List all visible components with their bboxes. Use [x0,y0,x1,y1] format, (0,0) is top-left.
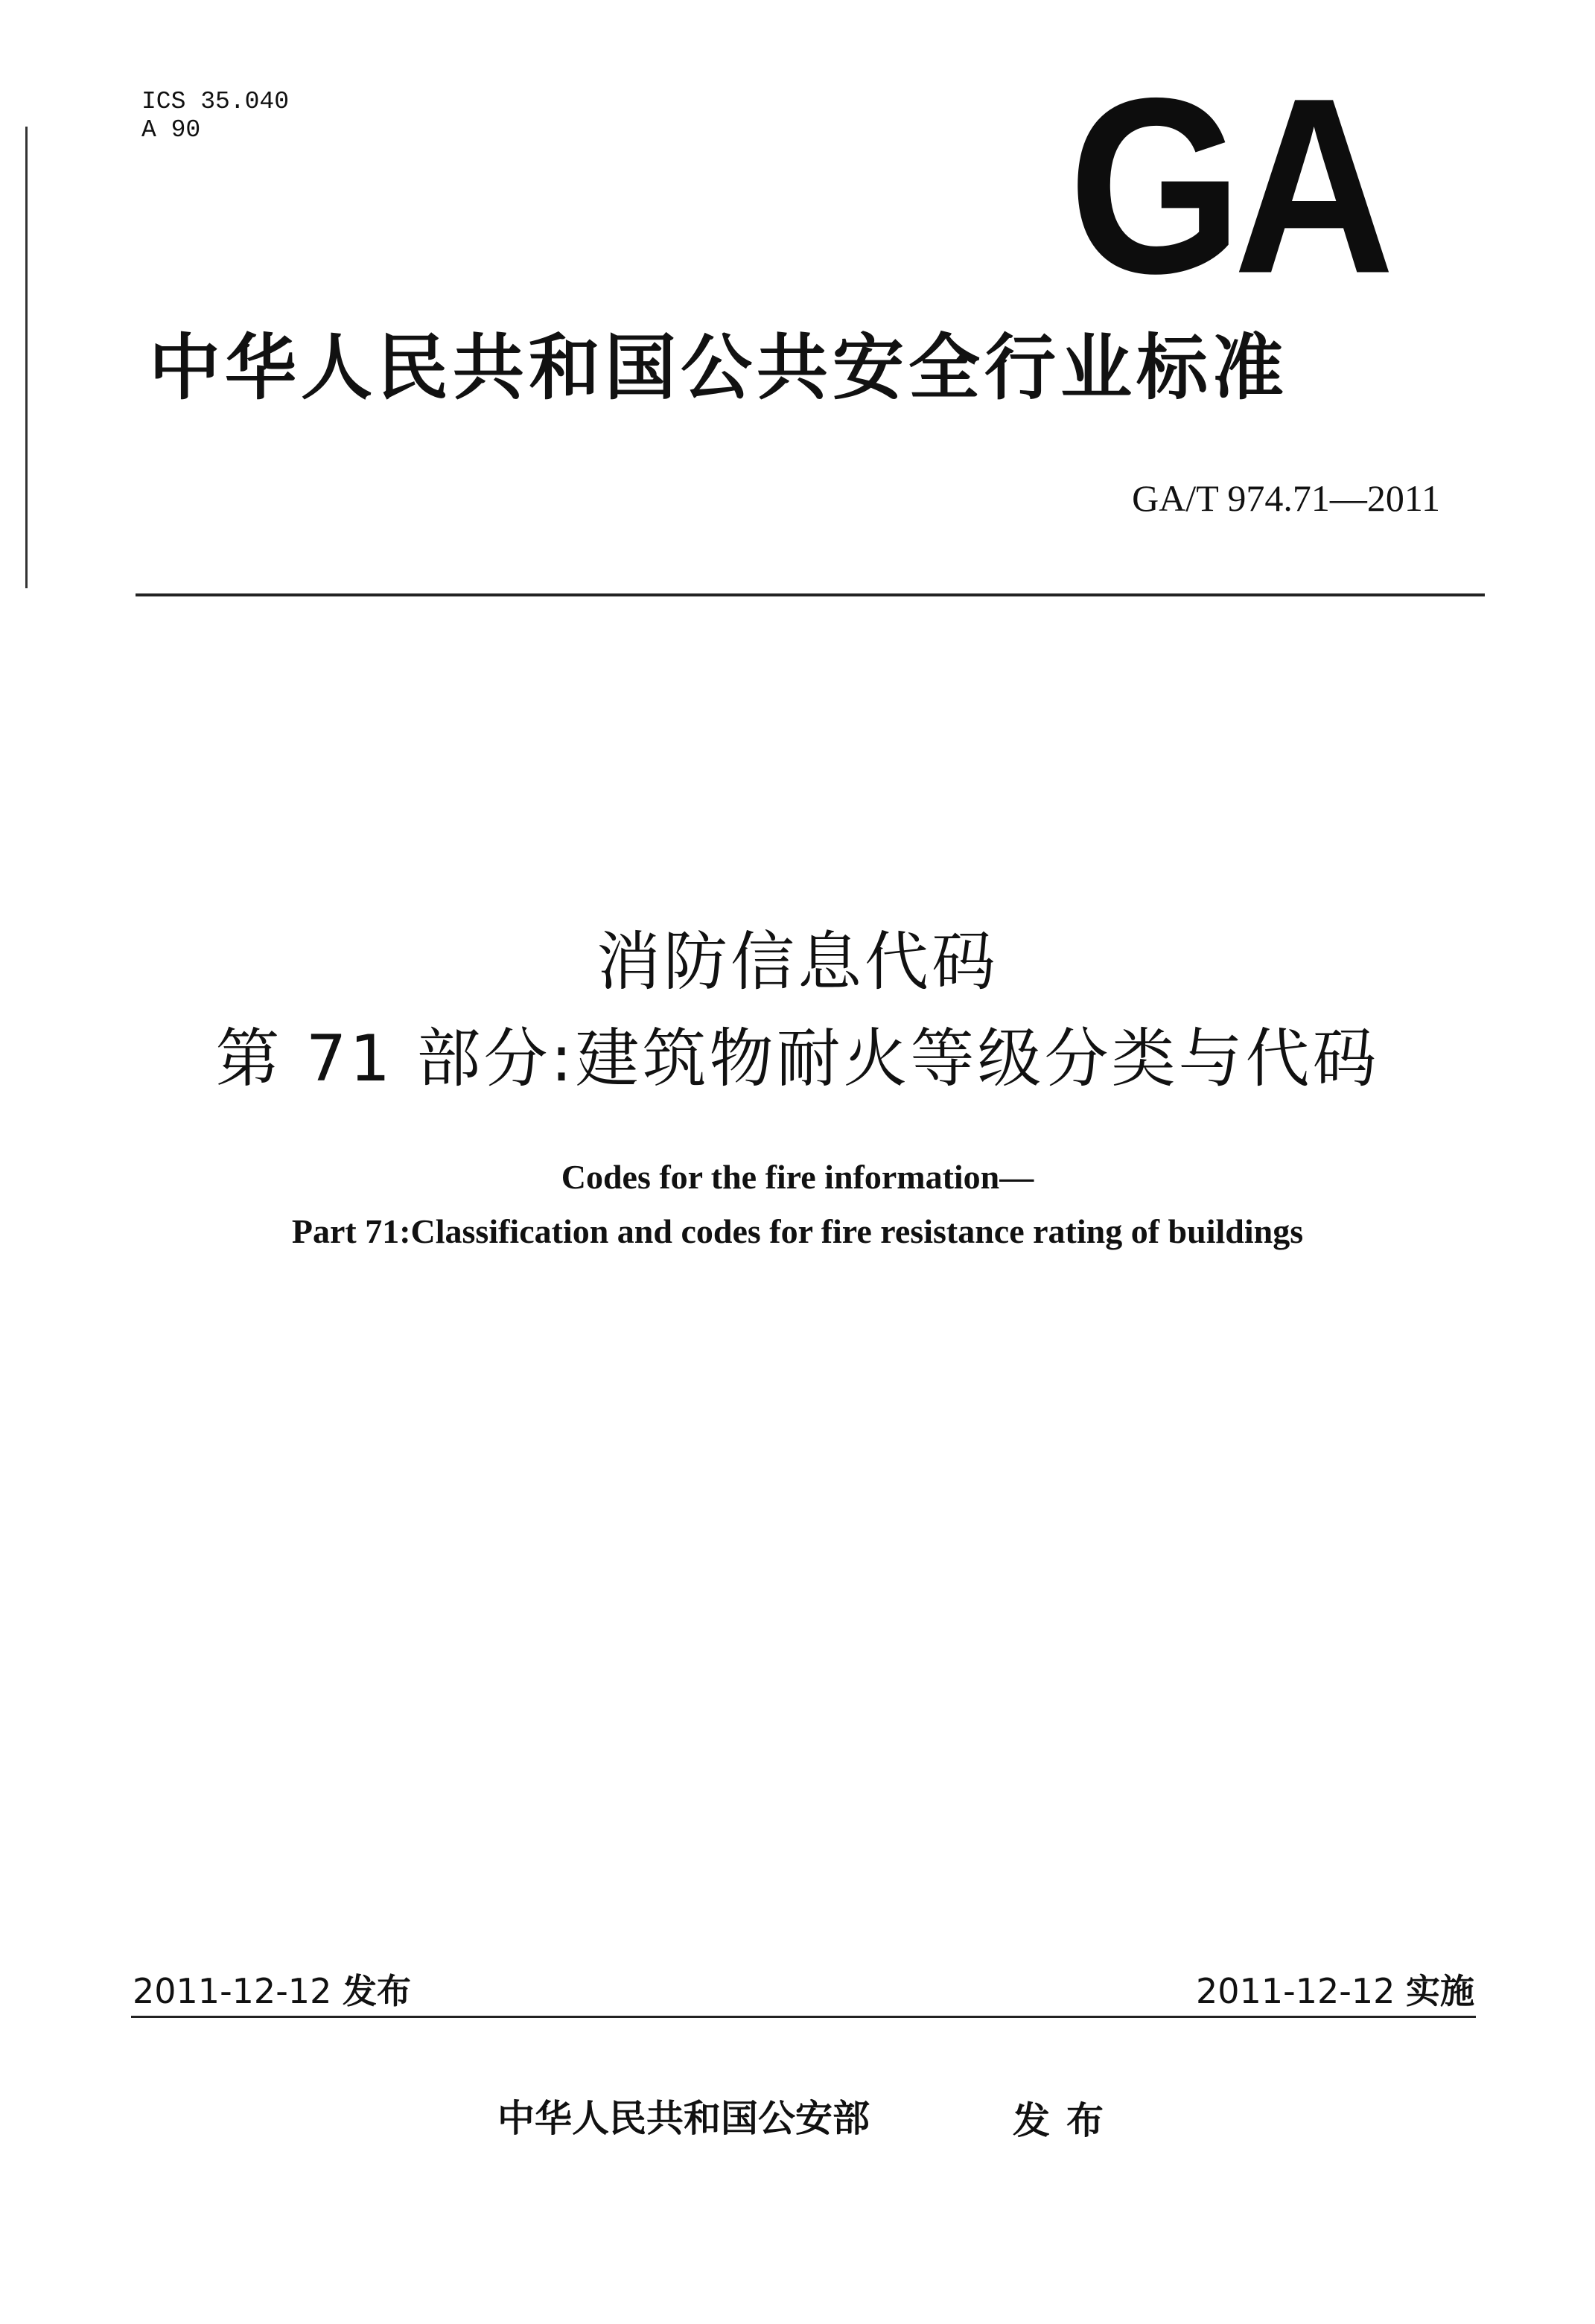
publish-word: 发布 [1013,2099,1120,2142]
issue-label: 发布 [342,1971,411,2011]
classification-codes [141,88,289,144]
title-en-line1: Codes for the fire information— [561,1158,1034,1196]
title-cn-line2: 第 71 部分:建筑物耐火等级分类与代码 [215,1022,1380,1096]
footer-divider [131,2016,1476,2018]
standard-category-title: 中华人民共和国公共安全行业标准 [149,326,1288,410]
ics-code: ICS 35.040 [141,88,290,115]
ccs-code: A 90 [141,116,201,144]
ga-logo: GA [1069,45,1386,326]
title-en-line2: Part 71:Classification and codes for fire resistance rating of buildings [291,1212,1304,1250]
implement-date: 2011-12-12 [1196,1971,1395,2011]
implement-label: 实施 [1406,1971,1474,2011]
implement-date-block [1196,1964,1474,2013]
issue-date: 2011-12-12 [133,1971,332,2011]
standard-number: GA/T 974.71—2011 [1132,477,1440,519]
header-divider [136,593,1485,596]
scan-edge-line [25,127,28,588]
title-cn-line1: 消防信息代码 [596,925,999,999]
publisher-name: 中华人民共和国公安部 [497,2097,870,2140]
issue-date-block [133,1964,411,2013]
